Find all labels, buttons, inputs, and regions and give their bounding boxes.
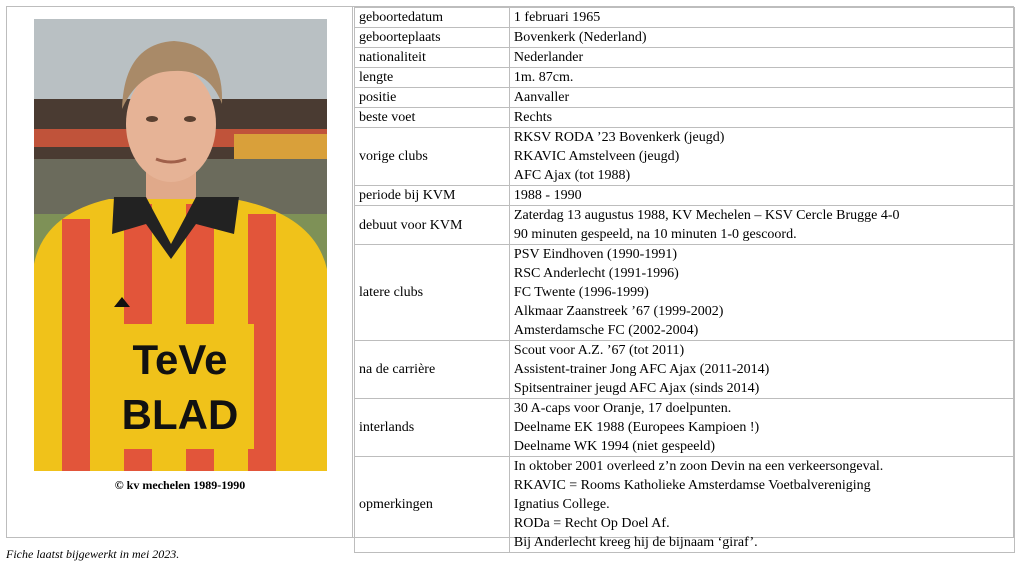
photo-caption: © kv mechelen 1989-1990	[114, 478, 246, 492]
value-line: 1 februari 1965	[513, 10, 601, 25]
player-photo	[34, 19, 327, 471]
value-line: Alkmaar Zaanstreek ’67 (1999-2002)	[513, 304, 724, 319]
table-row	[355, 8, 1015, 28]
player-card	[6, 6, 1014, 550]
table-row	[355, 341, 1015, 399]
value-line: In oktober 2001 overleed z’n zoon Devin na een verkeersongeval.	[513, 459, 884, 474]
row-label: debuut voor KVM	[355, 206, 510, 245]
row-label: beste voet	[355, 108, 510, 128]
sponsor-text-line1: TeVe	[132, 336, 228, 383]
table-row	[355, 48, 1015, 68]
row-label: positie	[355, 88, 510, 108]
sponsor-text-line2: BLAD	[121, 391, 239, 438]
table-row	[355, 186, 1015, 206]
value-line: PSV Eindhoven (1990-1991)	[513, 247, 677, 262]
table-row	[355, 28, 1015, 48]
value-line: FC Twente (1996-1999)	[513, 285, 649, 300]
value-line: RSC Anderlecht (1991-1996)	[513, 266, 679, 281]
value-line: Bovenkerk (Nederland)	[513, 30, 647, 45]
row-label: latere clubs	[355, 245, 510, 341]
value-line: Nederlander	[513, 50, 584, 65]
table-row	[355, 108, 1015, 128]
row-value	[509, 8, 1014, 28]
value-line: 90 minuten gespeeld, na 10 minuten 1-0 gescoord.	[513, 227, 797, 242]
row-value	[509, 341, 1014, 399]
value-line: Aanvaller	[513, 90, 570, 105]
value-line: Spitsentrainer jeugd AFC Ajax (sinds 2014)	[513, 381, 760, 396]
row-value	[509, 206, 1014, 245]
value-line: 1988 - 1990	[513, 188, 582, 203]
player-info-table	[354, 7, 1015, 553]
row-value	[509, 245, 1014, 341]
value-line: Ignatius College.	[513, 497, 610, 512]
value-line: Rechts	[513, 110, 553, 125]
row-label: nationaliteit	[355, 48, 510, 68]
row-label: geboorteplaats	[355, 28, 510, 48]
value-line: RKAVIC Amstelveen (jeugd)	[513, 149, 680, 164]
row-label: periode bij KVM	[355, 186, 510, 206]
row-value	[509, 48, 1014, 68]
value-line: Zaterdag 13 augustus 1988, KV Mechelen – KSV Cercle Brugge 4-0	[513, 208, 900, 223]
value-line: Deelname WK 1994 (niet gespeeld)	[513, 439, 716, 454]
row-label: interlands	[355, 399, 510, 457]
row-value	[509, 457, 1014, 553]
row-label: opmerkingen	[355, 457, 510, 553]
value-line: Scout voor A.Z. ’67 (tot 2011)	[513, 343, 685, 358]
row-value	[509, 88, 1014, 108]
row-value	[509, 68, 1014, 88]
table-row	[355, 399, 1015, 457]
table-row	[355, 206, 1015, 245]
value-line: 30 A-caps voor Oranje, 17 doelpunten.	[513, 401, 732, 416]
row-value	[509, 28, 1014, 48]
table-row	[355, 457, 1015, 553]
value-line: Assistent-trainer Jong AFC Ajax (2011-2014)	[513, 362, 770, 377]
value-line: Bij Anderlecht kreeg hij de bijnaam ‘giraf’.	[513, 535, 758, 550]
row-value	[509, 108, 1014, 128]
footnote: Fiche laatst bijgewerkt in mei 2023.	[6, 547, 180, 561]
table-row	[355, 245, 1015, 341]
row-label: geboortedatum	[355, 8, 510, 28]
row-value	[509, 186, 1014, 206]
table-row	[355, 68, 1015, 88]
table-row	[355, 88, 1015, 108]
value-line: RKSV RODA ’23 Bovenkerk (jeugd)	[513, 130, 725, 145]
value-line: AFC Ajax (tot 1988)	[513, 168, 631, 183]
table-row	[355, 128, 1015, 186]
row-label: na de carrière	[355, 341, 510, 399]
photo-column	[7, 7, 353, 537]
row-value	[509, 128, 1014, 186]
row-label: lengte	[355, 68, 510, 88]
value-line: RKAVIC = Rooms Katholieke Amsterdamse Voetbalvereniging	[513, 478, 871, 493]
value-line: Amsterdamsche FC (2002-2004)	[513, 323, 699, 338]
value-line: RODa = Recht Op Doel Af.	[513, 516, 670, 531]
row-label: vorige clubs	[355, 128, 510, 186]
value-line: 1m. 87cm.	[513, 70, 574, 85]
row-value	[509, 399, 1014, 457]
value-line: Deelname EK 1988 (Europees Kampioen !)	[513, 420, 760, 435]
